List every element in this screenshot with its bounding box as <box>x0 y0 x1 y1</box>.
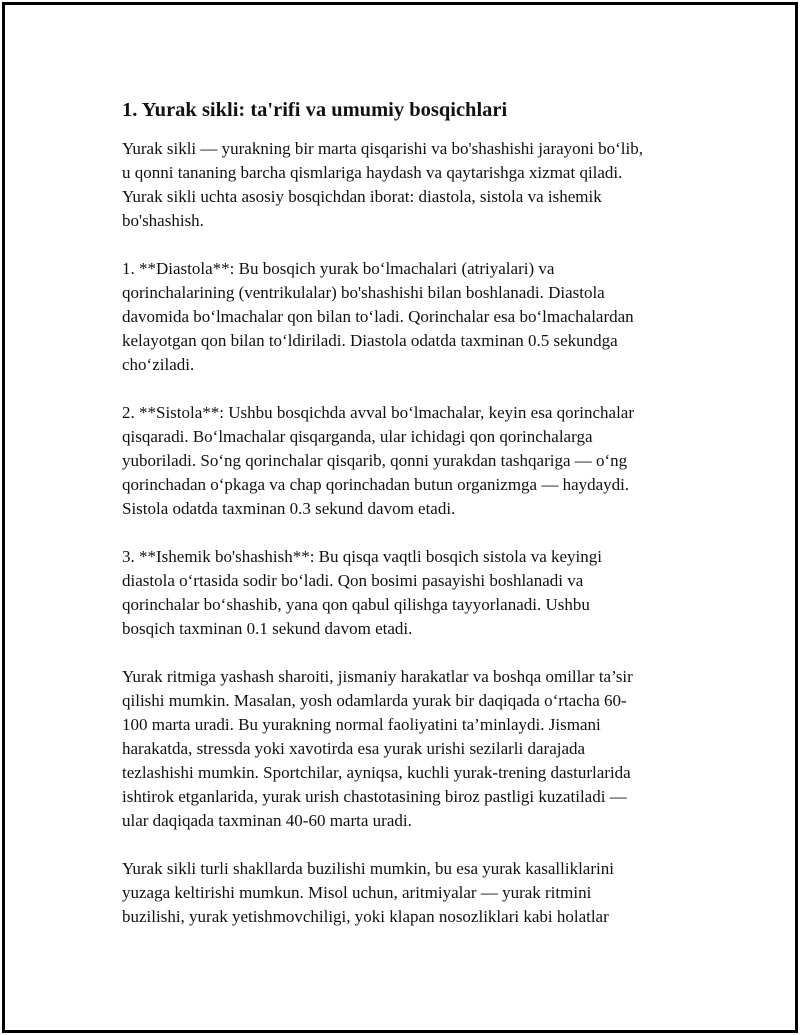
text-line: qilishi mumkin. Masalan, yosh odamlarda yurak bir daqiqada o‘rtacha 60- <box>122 691 627 710</box>
text-line: yuzaga keltirishi mumkun. Misol uchun, aritmiyalar — yurak ritmini <box>122 883 592 902</box>
text-line: 100 marta uradi. Bu yurakning normal faoliyatini ta’minlaydi. Jismani <box>122 715 601 734</box>
text-line: buzilishi, yurak yetishmovchiligi, yoki klapan nosozliklari kabi holatlar <box>122 907 609 926</box>
text-line: 1. **Diastola**: Bu bosqich yurak bo‘lmachalari (atriyalari) va <box>122 259 555 278</box>
text-line: kelayotgan qon bilan to‘ldiriladi. Diastola odatda taxminan 0.5 sekundga <box>122 331 618 350</box>
disorders-paragraph <box>122 857 682 929</box>
text-line: yuboriladi. So‘ng qorinchalar qisqarib, qonni yurakdan tashqariga — o‘ng <box>122 451 628 470</box>
text-line: 2. **Sistola**: Ushbu bosqichda avval bo‘lmachalar, keyin esa qorinchalar <box>122 403 635 422</box>
heart-rhythm-paragraph <box>122 665 682 833</box>
text-line: Yurak ritmiga yashash sharoiti, jismaniy harakatlar va boshqa omillar ta’sir <box>122 667 633 686</box>
text-line: ishtirok etganlarida, yurak urish chastotasining biroz pastligi kuzatiladi — <box>122 787 627 806</box>
text-line: tezlashishi mumkin. Sportchilar, ayniqsa, kuchli yurak-trening dasturlarida <box>122 763 631 782</box>
ishemik-paragraph <box>122 545 682 641</box>
document-body <box>122 97 682 953</box>
text-line: cho‘ziladi. <box>122 355 195 374</box>
text-line: bosqich taxminan 0.1 sekund davom etadi. <box>122 619 413 638</box>
text-line: qisqaradi. Bo‘lmachalar qisqarganda, ular ichidagi qon qorinchalarga <box>122 427 593 446</box>
text-line: bo'shashish. <box>122 211 204 230</box>
text-line: harakatda, stressda yoki xavotirda esa yurak urishi sezilarli darajada <box>122 739 586 758</box>
text-line: diastola o‘rtasida sodir bo‘ladi. Qon bosimi pasayishi boshlanadi va <box>122 571 584 590</box>
text-line: u qonni tananing barcha qismlariga haydash va qaytarishga xizmat qiladi. <box>122 163 623 182</box>
text-line: ular daqiqada taxminan 40-60 marta uradi. <box>122 811 412 830</box>
diastola-paragraph <box>122 257 682 377</box>
intro-paragraph <box>122 137 682 233</box>
text-line: Yurak sikli turli shakllarda buzilishi mumkin, bu esa yurak kasalliklarini <box>122 859 614 878</box>
text-line: Yurak sikli uchta asosiy bosqichdan iborat: diastola, sistola va ishemik <box>122 187 602 206</box>
text-line: qorinchalarining (ventrikulalar) bo'shashishi bilan boshlanadi. Diastola <box>122 283 605 302</box>
sistola-paragraph <box>122 401 682 521</box>
text-line: qorinchalar bo‘shashib, yana qon qabul qilishga tayyorlanadi. Ushbu <box>122 595 590 614</box>
text-line: Sistola odatda taxminan 0.3 sekund davom etadi. <box>122 499 456 518</box>
text-line: Yurak sikli — yurakning bir marta qisqarishi va bo'shashishi jarayoni bo‘lib, <box>122 139 644 158</box>
text-line: 3. **Ishemik bo'shashish**: Bu qisqa vaqtli bosqich sistola va keyingi <box>122 547 602 566</box>
text-line: qorinchadan o‘pkaga va chap qorinchadan butun organizmga — haydaydi. <box>122 475 630 494</box>
text-line: davomida bo‘lmachalar qon bilan to‘ladi. Qorinchalar esa bo‘lmachalardan <box>122 307 634 326</box>
document-page <box>2 2 798 1033</box>
section-heading: 1. Yurak sikli: ta'rifi va umumiy bosqichlari <box>122 99 508 121</box>
